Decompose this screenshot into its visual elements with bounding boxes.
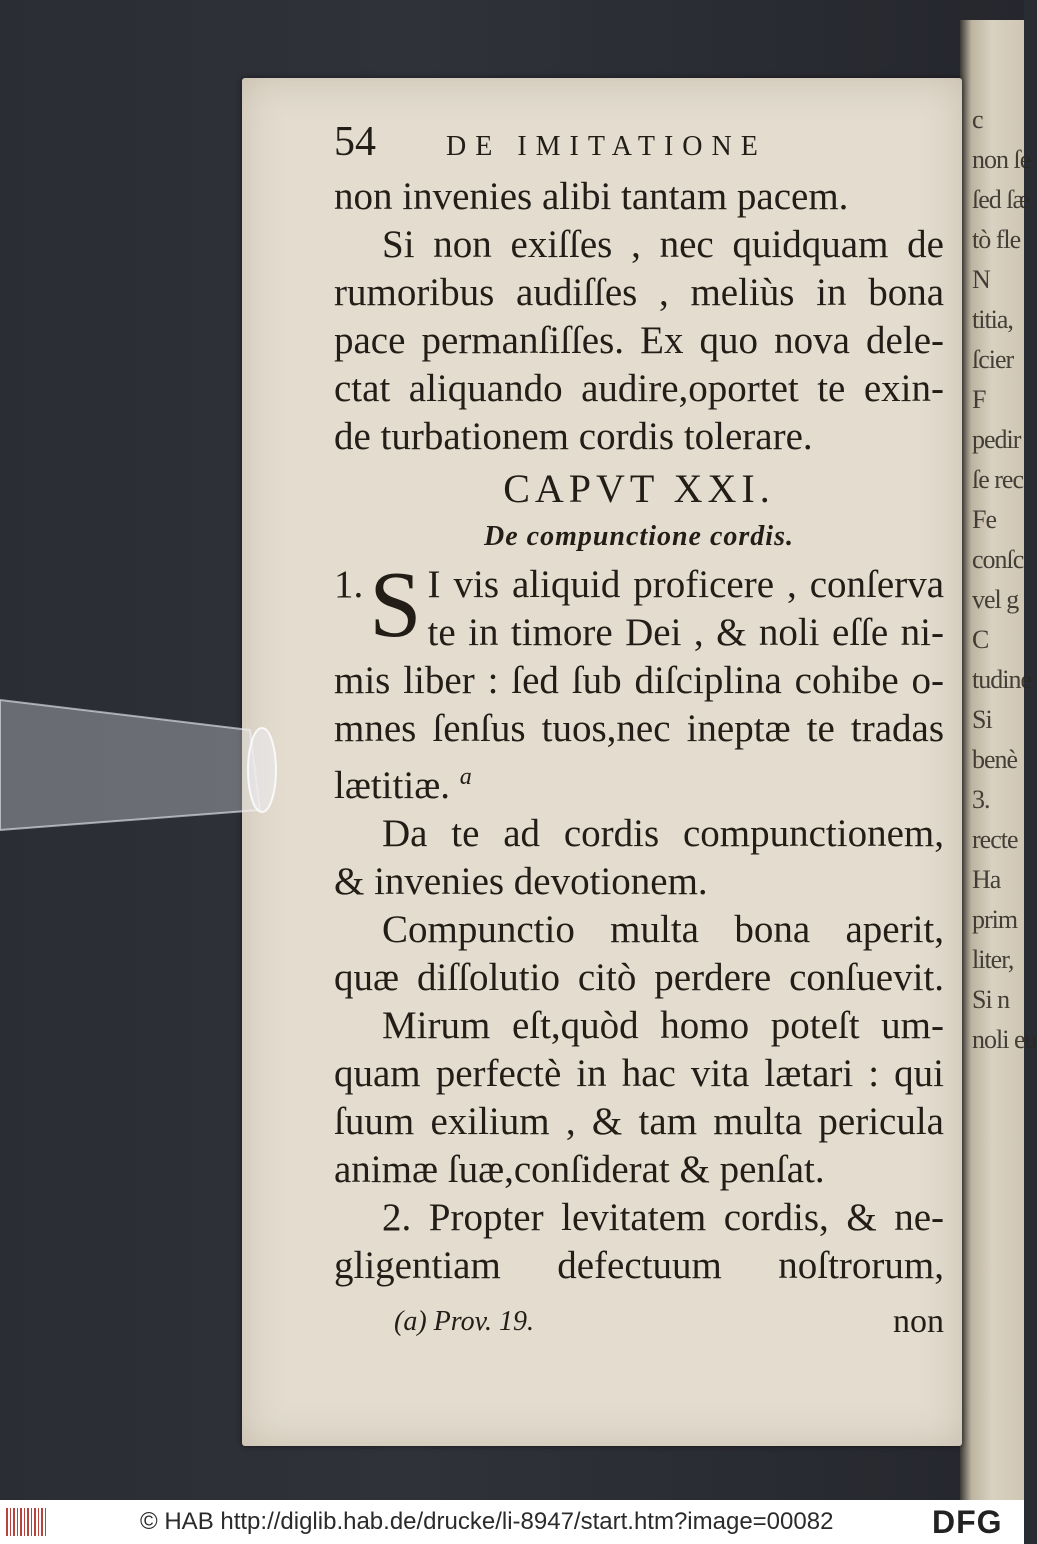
- chapter-subtitle: De compunctione cordis.: [484, 521, 794, 552]
- text-line: mnes ſenſus tuos,nec ineptæ te tradas: [334, 707, 944, 750]
- text-line: animæ ſuæ,conſiderat & penſat.: [334, 1148, 825, 1191]
- text-line: [334, 753, 944, 810]
- paragraph-number: 1.: [334, 563, 364, 606]
- page-text-block: [334, 118, 944, 1346]
- text-lines-before-chapter: [334, 173, 944, 461]
- text-line: pace permanſiſſes. Ex quo nova dele-: [334, 319, 944, 362]
- dropcap-lines: [428, 561, 944, 657]
- text-line: te in timore Dei , & noli eſſe ni-: [427, 611, 944, 654]
- page-header: [334, 118, 944, 171]
- catchword: non: [893, 1303, 944, 1340]
- footnote-mark: a: [459, 764, 472, 790]
- paragraph-1-opening: [334, 553, 944, 657]
- text-line: gligentiam defectuum noſtrorum,: [334, 1244, 944, 1287]
- text-line: de turbationem cordis tolerare.: [334, 415, 813, 458]
- attribution-bar: [0, 1500, 1024, 1544]
- paragraph-1-last-line: lætitiæ.: [334, 764, 450, 807]
- text-line: Si non exiſſes , nec quidquam de: [382, 223, 944, 266]
- drop-cap: S: [369, 553, 422, 657]
- text-line: quam perfectè in hac vita lætari : qui: [334, 1052, 944, 1095]
- text-line: Mirum eſt,quòd homo poteſt um-: [382, 1004, 944, 1047]
- hab-barcode-icon: [6, 1508, 48, 1536]
- page-number: 54: [334, 119, 376, 165]
- running-head: DE IMITATIONE: [446, 131, 767, 162]
- dfg-logo: DFG: [932, 1504, 1003, 1540]
- text-line: non invenies alibi tantam pacem.: [334, 175, 849, 218]
- page-footer: [334, 1298, 944, 1346]
- chapter-title: CAPVT XXI.: [503, 466, 775, 511]
- text-line: I vis aliquid proficere , conſerva: [427, 563, 944, 606]
- text-line: mis liber : ſed ſub diſciplina cohibe o-: [334, 659, 944, 702]
- facing-page-text: c non ſe ſed ſæ tò fle N titia, ſcier F pedir ſe rec Fe conſc vel g C tudine Si benè 3. recte Ha prim liter, Si n noli eu: [972, 105, 1037, 1054]
- text-line: quæ diſſolutio citò perdere conſuevit.: [334, 956, 944, 999]
- credit-link[interactable]: © HAB http://diglib.hab.de/drucke/li-8947/start.htm?image=00082: [140, 1508, 834, 1535]
- footnote: (a) Prov. 19.: [394, 1306, 534, 1337]
- text-line: rumoribus audiſſes , meliùs in bona: [334, 271, 944, 314]
- text-line: ctat aliquando audire,oportet te exin-: [334, 367, 944, 410]
- text-line: 2. Propter levitatem cordis, & ne-: [382, 1196, 944, 1239]
- text-lines-after: [334, 810, 944, 1290]
- text-line: & invenies devotionem.: [334, 860, 708, 903]
- text-line: Compunctio multa bona aperit,: [382, 908, 944, 951]
- text-line: ſuum exilium , & tam multa pericula: [334, 1100, 944, 1143]
- glass-page-holder: [0, 700, 280, 850]
- paragraph-1-rest: [334, 657, 944, 753]
- text-line: Da te ad cordis compunctionem,: [382, 812, 944, 855]
